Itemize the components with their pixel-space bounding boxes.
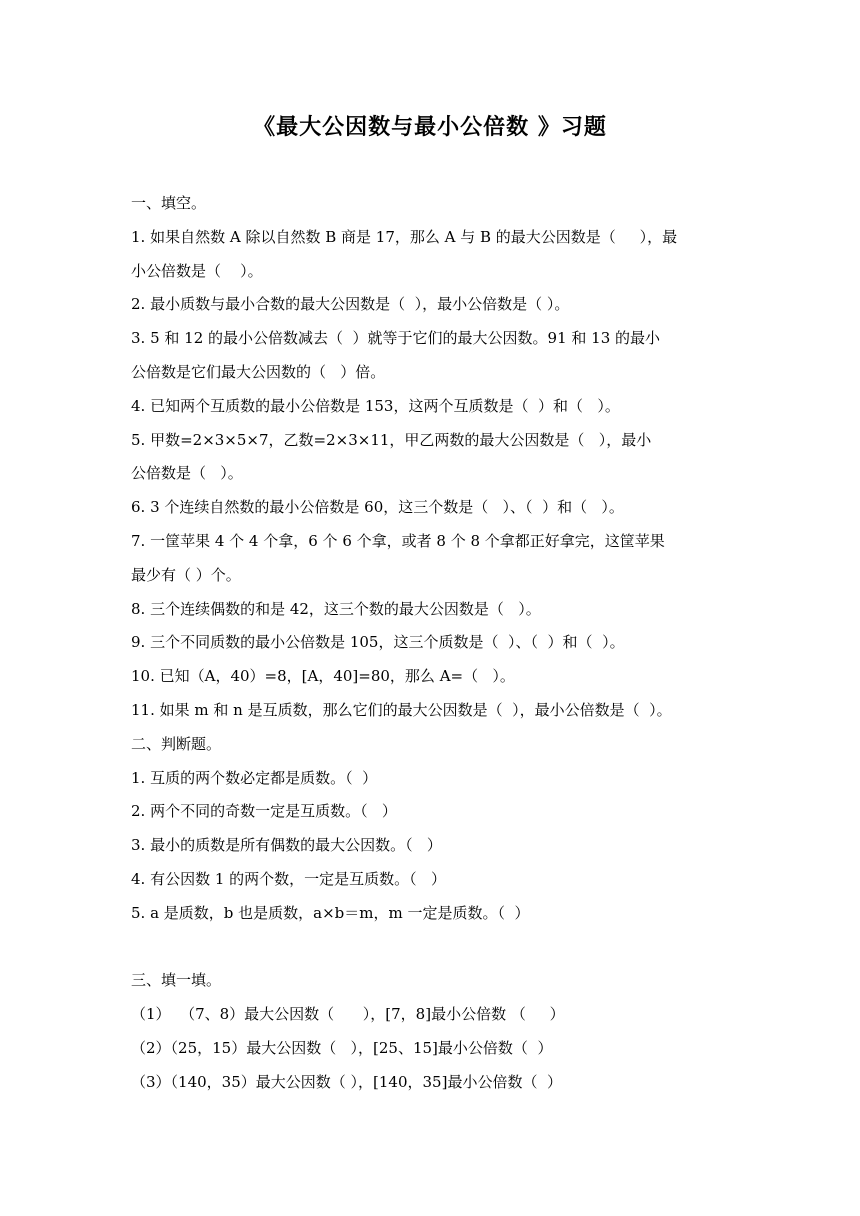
section-heading-fill-in: 三、填一填。: [131, 971, 222, 990]
question-line: 1. 互质的两个数必定都是质数。（ ）: [131, 768, 378, 787]
question-line: 7. 一筐苹果 4 个 4 个拿，6 个 6 个拿，或者 8 个 8 个拿都正好拿完，这筐苹果: [131, 531, 665, 550]
question-line: 4. 有公因数 1 的两个数，一定是互质数。（ ）: [131, 869, 446, 888]
worksheet-content: [131, 187, 731, 1100]
question-line: 8. 三个连续偶数的和是 42，这三个数的最大公因数是（ ）。: [131, 599, 541, 618]
question-line: 9. 三个不同质数的最小公倍数是 105，这三个质数是（ ）、（ ）和（ ）。: [131, 633, 625, 652]
question-line: 公倍数是（ ）。: [131, 464, 243, 483]
section-heading-fill-blanks: 一、填空。: [131, 194, 207, 212]
question-line: 5. 甲数=2×3×5×7，乙数=2×3×11，甲乙两数的最大公因数是（ ），最小: [131, 430, 652, 449]
question-line: 最少有（ ）个。: [131, 565, 241, 584]
question-line: 11. 如果 m 和 n 是互质数，那么它们的最大公因数是（ ），最小公倍数是（ ）。: [131, 700, 672, 719]
question-line: （3）（140，35）最大公因数（ ），[140，35]最小公倍数（ ）: [131, 1072, 562, 1091]
question-line: 3. 5 和 12 的最小公倍数减去（ ）就等于它们的最大公因数。91 和 13 的最小: [131, 329, 661, 348]
question-line: 6. 3 个连续自然数的最小公倍数是 60，这三个数是（ ）、（ ）和（ ）。: [131, 498, 624, 517]
page-title: 《最大公因数与最小公倍数 》习题: [253, 114, 607, 140]
question-line: 小公倍数是（ ）。: [131, 261, 263, 280]
question-line: 10. 已知（A，40）=8，[A，40]=80，那么 A=（ ）。: [131, 667, 515, 686]
question-line: 5. a 是质数，b 也是质数，a×b＝m，m 一定是质数。（ ）: [131, 903, 530, 922]
section-heading-true-false: 二、判断题。: [131, 734, 222, 753]
question-line: 1. 如果自然数 A 除以自然数 B 商是 17，那么 A 与 B 的最大公因数是（ ），最: [131, 227, 678, 246]
question-line: 公倍数是它们最大公因数的（ ）倍。: [131, 362, 386, 381]
question-line: 2. 最小质数与最小合数的最大公因数是（ ），最小公倍数是（ ）。: [131, 295, 570, 314]
section-spacer: [131, 931, 731, 965]
question-line: 2. 两个不同的奇数一定是互质数。（ ）: [131, 802, 397, 821]
question-line: （1） （7、8）最大公因数（ ），[7，8]最小公倍数 （ ）: [131, 1005, 565, 1024]
question-line: 4. 已知两个互质数的最小公倍数是 153，这两个互质数是（ ）和（ ）。: [131, 396, 620, 415]
question-line: （2）（25，15）最大公因数（ ），[25、15]最小公倍数（ ）: [131, 1038, 553, 1057]
question-line: 3. 最小的质数是所有偶数的最大公因数。（ ）: [131, 836, 442, 855]
